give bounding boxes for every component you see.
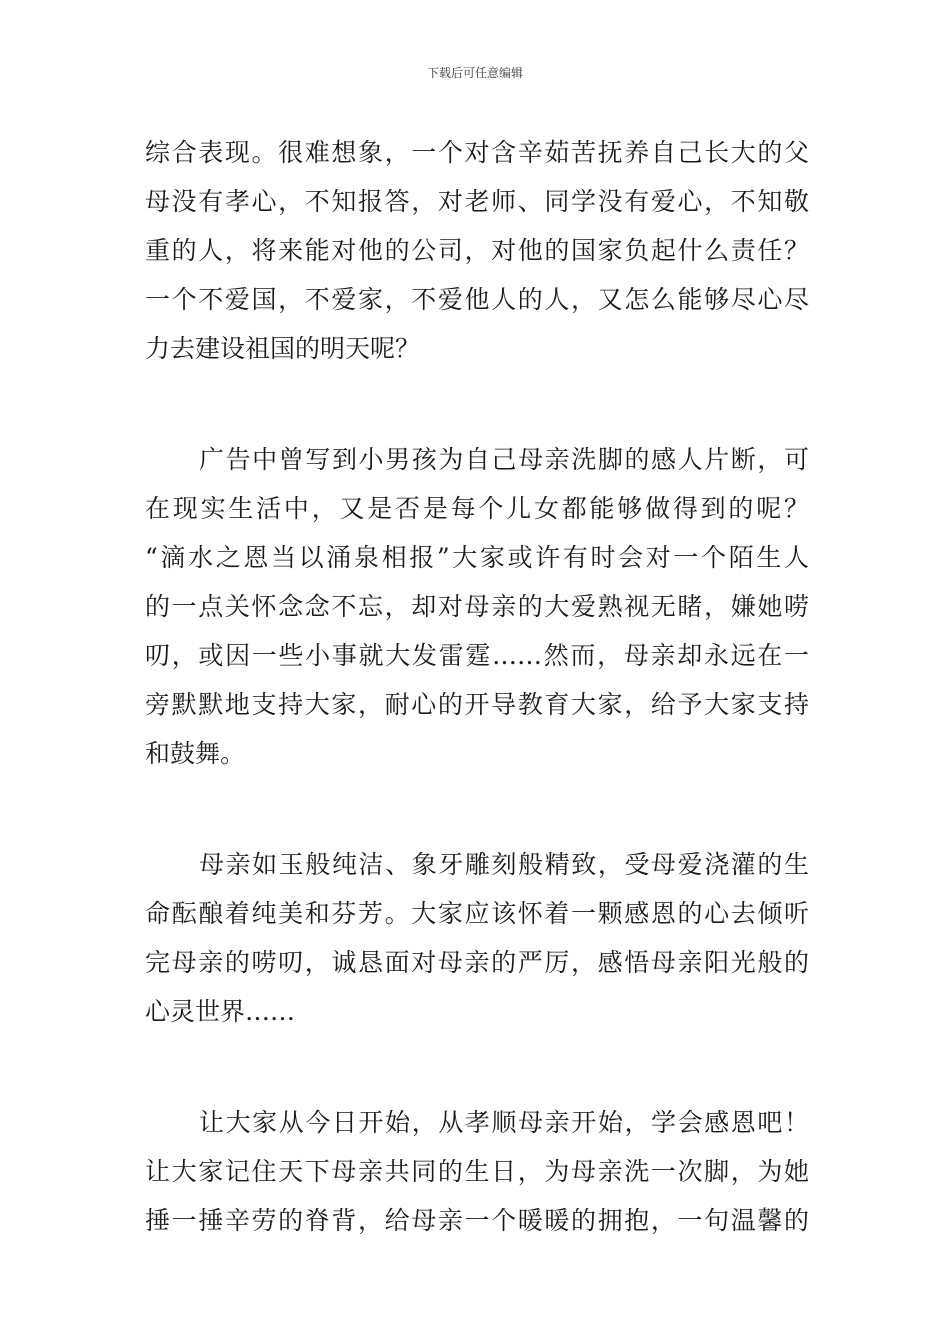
text-line: 叨，或因一些小事就大发雷霆……然而，母亲却永远在一 bbox=[145, 641, 809, 670]
text-line: 和鼓舞。 bbox=[145, 739, 246, 768]
text-line: 心灵世界…… bbox=[145, 997, 296, 1026]
paragraph-4 bbox=[145, 1098, 809, 1245]
text-line: 重的人，将来能对他的公司，对他的国家负起什么责任？ bbox=[145, 236, 809, 265]
paragraph-2 bbox=[145, 435, 809, 778]
paragraph-1 bbox=[145, 128, 809, 373]
text-line: 在现实生活中，又是否是每个儿女都能够做得到的呢？ bbox=[145, 494, 809, 523]
text-line: 捶一捶辛劳的脊背，给母亲一个暖暖的拥抱，一句温馨的 bbox=[145, 1206, 809, 1235]
text-line: 力去建设祖国的明天呢？ bbox=[145, 334, 421, 363]
text-line: 让大家从今日开始，从孝顺母亲开始，学会感恩吧！ bbox=[199, 1108, 809, 1137]
text-line: “滴水之恩当以涌泉相报”大家或许有时会对一个陌生人 bbox=[145, 543, 809, 572]
text-line: 广告中曾写到小男孩为自己母亲洗脚的感人片断，可 bbox=[199, 445, 809, 474]
text-line: 一个不爱国，不爱家，不爱他人的人，又怎么能够尽心尽 bbox=[145, 285, 809, 314]
document-body bbox=[145, 128, 809, 1245]
page-header: 下载后可任意编辑 bbox=[426, 66, 523, 80]
text-line: 母亲如玉般纯洁、象牙雕刻般精致，受母爱浇灌的生 bbox=[199, 850, 809, 879]
text-line: 命酝酿着纯美和芬芳。大家应该怀着一颗感恩的心去倾听 bbox=[145, 899, 809, 928]
text-line: 完母亲的唠叨，诚恳面对母亲的严厉，感悟母亲阳光般的 bbox=[145, 948, 809, 977]
paragraph-gap bbox=[145, 778, 809, 840]
paragraph-3 bbox=[145, 840, 809, 1036]
text-line: 母没有孝心，不知报答，对老师、同学没有爱心，不知敬 bbox=[145, 187, 809, 216]
text-line: 综合表现。很难想象，一个对含辛茹苦抚养自己长大的父 bbox=[145, 138, 809, 167]
text-line: 旁默默地支持大家，耐心的开导教育大家，给予大家支持 bbox=[145, 690, 809, 719]
paragraph-gap bbox=[145, 373, 809, 435]
text-line: 让大家记住天下母亲共同的生日，为母亲洗一次脚，为她 bbox=[145, 1157, 809, 1186]
text-line: 的一点关怀念念不忘，却对母亲的大爱熟视无睹，嫌她唠 bbox=[145, 592, 809, 621]
paragraph-gap bbox=[145, 1036, 809, 1098]
